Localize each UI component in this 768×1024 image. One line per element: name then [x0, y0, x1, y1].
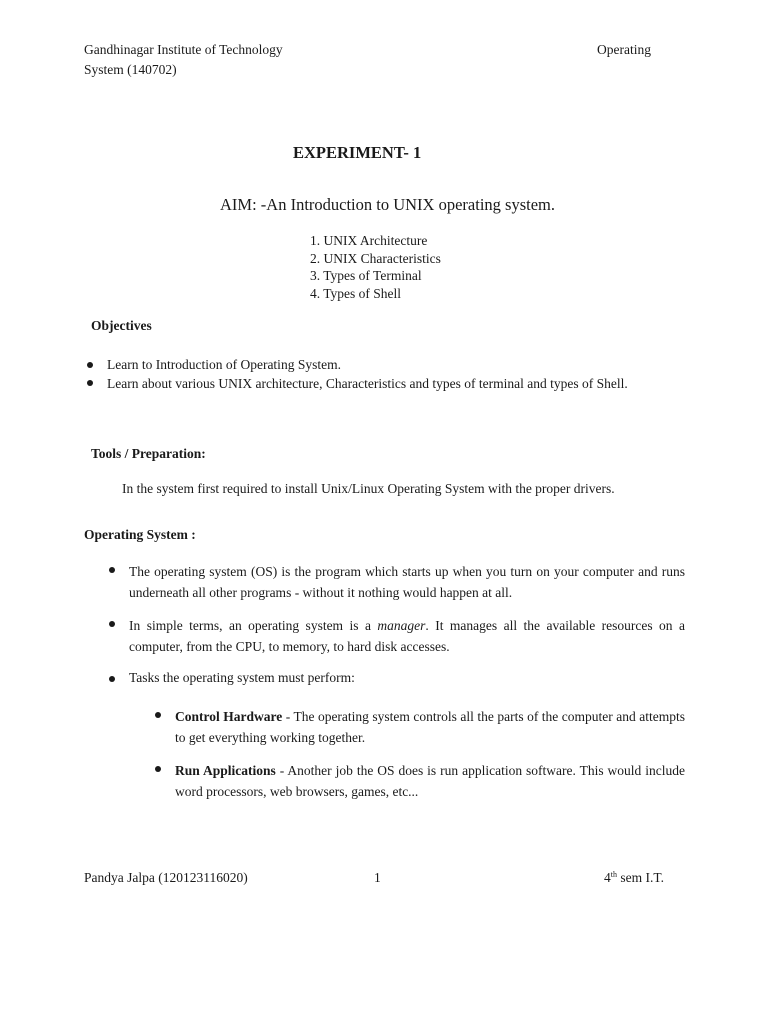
task-control-hardware: Control Hardware - The operating system controls all the parts of the computer and attempts to get everything working together.: [175, 709, 685, 745]
footer-page-number: 1: [374, 870, 381, 885]
bullet-icon: [155, 766, 161, 772]
task-title: Run Applications: [175, 763, 276, 778]
bullet-icon: [109, 676, 115, 682]
experiment-title: EXPERIMENT- 1: [293, 143, 422, 162]
header-institute: Gandhinagar Institute of Technology: [84, 42, 283, 57]
topic-item: 2. UNIX Characteristics: [310, 250, 441, 266]
footer-author: Pandya Jalpa (120123116020): [84, 870, 248, 885]
header-subject: Operating: [597, 42, 651, 57]
task-run-applications: Run Applications - Another job the OS does is run application software. This would include word processors, web browsers, games, etc...: [175, 763, 685, 799]
objectives-heading: Objectives: [91, 318, 152, 333]
bullet-icon: [155, 712, 161, 718]
tools-text: In the system first required to install Unix/Linux Operating System with the proper drivers.: [122, 481, 615, 496]
topics-list: [310, 232, 441, 302]
bullet-icon: [109, 567, 115, 573]
bullet-icon: [87, 362, 93, 368]
os-bullet-manager: In simple terms, an operating system is a manager. It manages all the available resources on a computer, from the CPU, to memory, to hard disk accesses.: [129, 618, 685, 654]
bullet-icon: [87, 380, 93, 386]
os-bullet-definition: The operating system (OS) is the program which starts up when you turn on your computer and runs underneath all other programs - without it nothing would happen at all.: [129, 564, 685, 600]
bullet-icon: [109, 621, 115, 627]
tools-heading: Tools / Preparation:: [91, 446, 206, 461]
footer-semester: 4th sem I.T.: [604, 870, 664, 885]
os-bullet-tasks: Tasks the operating system must perform:: [129, 670, 355, 685]
task-title: Control Hardware: [175, 709, 283, 724]
os-heading: Operating System :: [84, 527, 196, 542]
header-subject-code: System (140702): [84, 62, 177, 77]
manager-emphasis: manager: [377, 618, 426, 633]
topic-item: 3. Types of Terminal: [310, 268, 422, 283]
topic-item: 1. UNIX Architecture: [310, 233, 428, 248]
objective-item: Learn to Introduction of Operating System.: [107, 357, 341, 372]
aim-heading: AIM: -An Introduction to UNIX operating system.: [220, 195, 555, 214]
topic-item: 4. Types of Shell: [310, 285, 402, 301]
objective-item: Learn about various UNIX architecture, Characteristics and types of terminal and types of Shell.: [107, 376, 628, 391]
